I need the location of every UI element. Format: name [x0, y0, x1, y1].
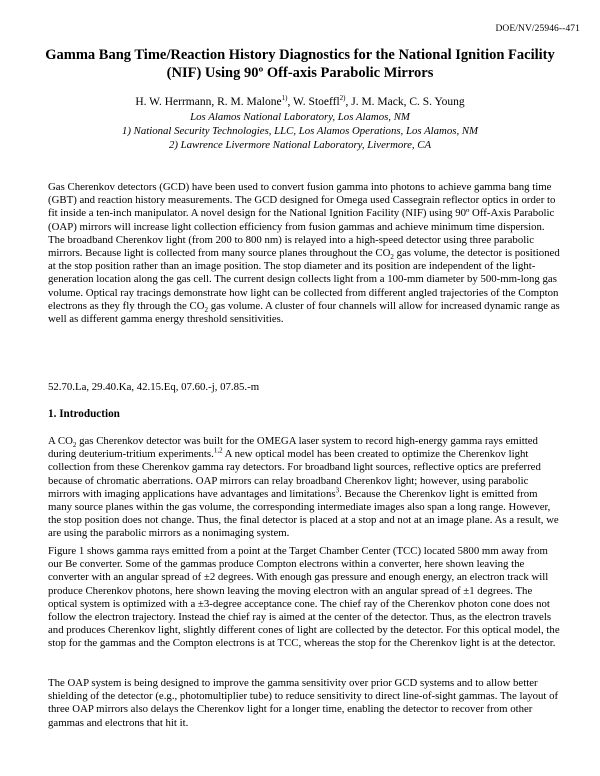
abstract-sub-2: 2: [204, 305, 209, 314]
author-text-2: , W. Stoeffl: [287, 96, 340, 108]
abstract-text-3: gas volume. A cluster of four channels will allow for increased dynamic range as well as different gamma energy threshold sensitivities.: [48, 299, 560, 326]
intro1-citation-2: 3: [335, 486, 340, 495]
author-text-1: H. W. Herrmann, R. M. Malone: [135, 96, 282, 108]
title-line-2: (NIF) Using 90º Off-axis Parabolic Mirrors: [166, 65, 434, 81]
title-line-1: Gamma Bang Time/Reaction History Diagnostics for the National Ignition Facility: [45, 47, 555, 63]
intro1-text-3: A new optical model has been created to optimize the Cherenkov light collection from these Cherenkov gamma ray detectors. For broadband light sources, reflective optics are preferred because of chromatic aberrations. OAP mirrors can relay broadband Cherenkov light; however, using parabolic mirrors with imaging applications have advantages and limitations: [48, 448, 541, 500]
document-id: DOE/NV/25946--471: [495, 24, 580, 34]
intro1-text-1: A CO: [48, 435, 73, 447]
intro-paragraph-1: [48, 435, 560, 541]
author-list: [40, 95, 560, 109]
abstract-text-1: Gas Cherenkov detectors (GCD) have been used to convert fusion gamma into photons to achieve gamma bang time (GBT) and reaction history measurements. The GCD designed for Omega used Cassegrain reflector optics in order to fit inside a ten-inch manipulator. A novel design for the National Ignition Facility (NIF) using 90º Off-Axis Parabolic (OAP) mirrors will increase light collection efficiency from fusion gammas and achieve minimum time dispersion. The broadband Cherenkov light (from 200 to 800 nm) is relayed into a high-speed detector using three parabolic mirrors. Because light is collected from many source planes throughout the CO: [48, 181, 556, 260]
author-sup-1: 1): [281, 94, 288, 103]
author-sup-2: 2): [339, 94, 346, 103]
intro1-citation-1: 1,2: [213, 446, 223, 455]
affiliation-lanl: Los Alamos National Laboratory, Los Alamos, NM: [190, 111, 410, 123]
author-text-3: , J. M. Mack, C. S. Young: [345, 96, 465, 108]
pacs-codes: 52.70.La, 29.40.Ka, 42.15.Eq, 07.60.-j, 07.85.-m: [48, 381, 260, 393]
intro-paragraph-2: Figure 1 shows gamma rays emitted from a point at the Target Chamber Center (TCC) located 5800 mm away from our Be converter. Some of the gammas produce Compton electrons within a converter, here shown leaving the converter with an angular spread of ±2 degrees. With enough gas pressure and enough energy, an electron track will produce Cherenkov photons, here shown leaving the moving electron with an angular spread of ±1 degrees. The optical system is optimized with a ±3-degree acceptance cone. The chief ray of the Cherenkov photon cone does not follow the electron trajectory. Instead the chief ray is aimed at the center of the detector. Thus, as the electron travels and produces Cherenkov light, slightly different cones of light are collected by the detector. For this optical model, the stop for the gammas and the Compton electrons is at TCC, whereas the stop for the Cherenkov light is at the detector.: [48, 545, 560, 650]
intro1-sub-1: 2: [72, 441, 77, 450]
affiliation-llnl: 2) Lawrence Livermore National Laboratory, Livermore, CA: [168, 139, 432, 151]
affiliation-nstec: 1) National Security Technologies, LLC, Los Alamos Operations, Los Alamos, NM: [121, 125, 479, 137]
abstract: [48, 181, 560, 326]
paper-title: [40, 46, 560, 82]
intro1-text-4: . Because the Cherenkov light is emitted from many source planes within the gas volume, the corresponding intermediate images also span a long range. However, the stop position does not change. Thus, the final detector is placed at a stop and not at an image plane. As a result, we are using the parabolic mirrors as a nonimaging system.: [48, 487, 559, 540]
intro1-text-2: gas Cherenkov detector was built for the OMEGA laser system to record high-energy gamma rays emitted during deuterium-tritium experiments.: [48, 435, 538, 461]
section-heading-introduction: 1. Introduction: [48, 408, 120, 420]
abstract-sub-1: 2: [390, 253, 394, 262]
intro-paragraph-3: The OAP system is being designed to improve the gamma sensitivity over prior GCD systems and to allow better shielding of the detector (e.g., photomultiplier tube) to reduce sensitivity to direct line-of-sight gammas. The layout of three OAP mirrors also delays the Cherenkov light for a longer time, enabling the detector to recover from other gammas and electrons that hit it.: [48, 677, 559, 729]
abstract-text-2: gas volume, the detector is positioned at the stop position rather than an image position. The stop diameter and its position are independent of the light-generation location along the gas cell. The current design collects light from a 100-mm diameter by 500-mm-long gas volume. Optical ray tracings demonstrate how light can be collected from different angled trajectories of the Compton electrons as they fly through the CO: [48, 247, 560, 312]
